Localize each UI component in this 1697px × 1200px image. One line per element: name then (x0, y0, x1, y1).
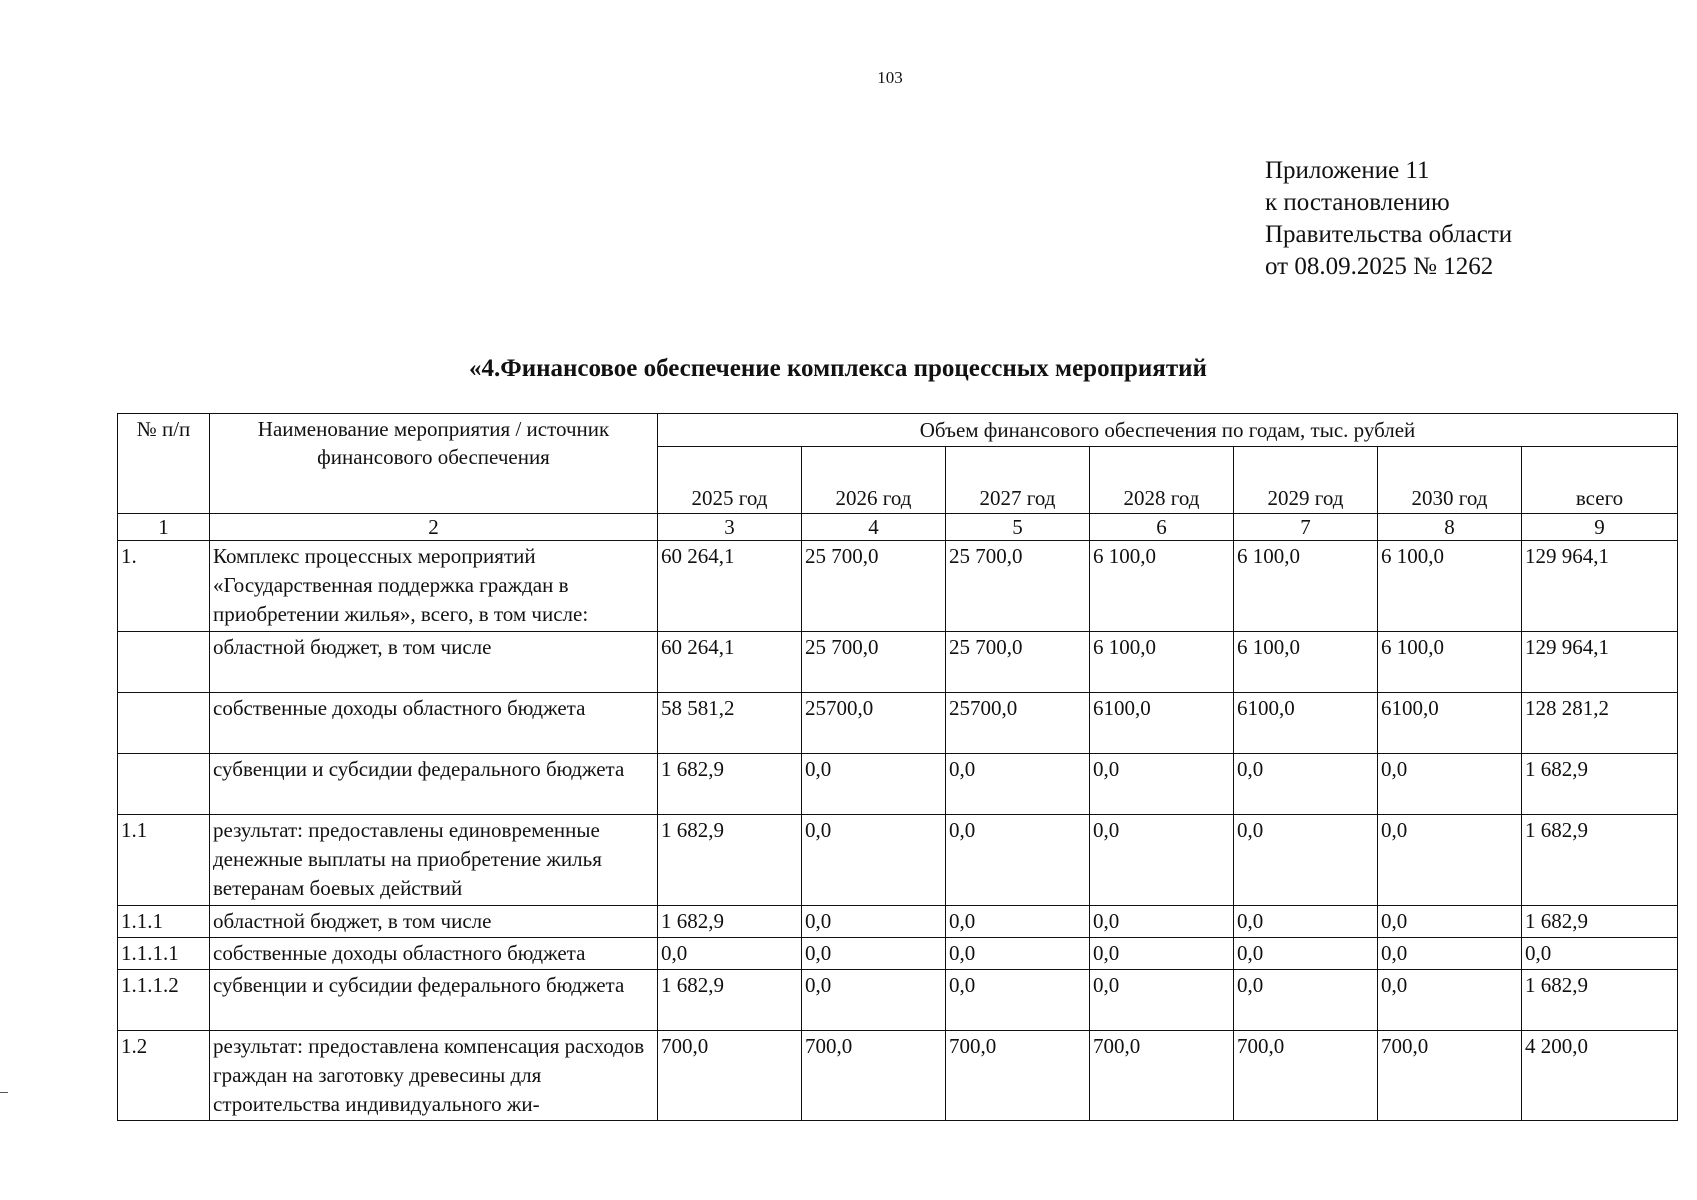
row-year-value: 0,0 (802, 938, 946, 970)
row-year-value: 25 700,0 (802, 541, 946, 632)
row-index: 1.1.1.2 (118, 970, 210, 1031)
row-year-value: 58 581,2 (658, 693, 802, 754)
row-year-value: 700,0 (1090, 1031, 1234, 1121)
row-index (118, 693, 210, 754)
table-row (118, 693, 1678, 754)
row-name: областной бюджет, в том числе (210, 632, 658, 693)
row-total-value: 128 281,2 (1522, 693, 1678, 754)
column-number: 1 (118, 514, 210, 541)
row-year-value: 0,0 (1234, 815, 1378, 906)
row-total-value: 1 682,9 (1522, 970, 1678, 1031)
row-year-value: 6100,0 (1234, 693, 1378, 754)
row-year-value: 0,0 (1090, 970, 1234, 1031)
header-year: 2029 год (1234, 447, 1378, 514)
row-year-value: 6 100,0 (1090, 541, 1234, 632)
row-year-value: 700,0 (658, 1031, 802, 1121)
row-year-value: 25 700,0 (946, 632, 1090, 693)
row-name: собственные доходы областного бюджета (210, 693, 658, 754)
row-year-value: 6 100,0 (1378, 632, 1522, 693)
header-year: 2026 год (802, 447, 946, 514)
row-year-value: 0,0 (1234, 938, 1378, 970)
row-year-value: 25700,0 (802, 693, 946, 754)
row-name: результат: предоставлена компенсация расходов граждан на заготовку древесины для строительства индивидуального жи- (210, 1031, 658, 1121)
header-total: всего (1522, 447, 1678, 514)
table-row (118, 1031, 1678, 1121)
row-total-value: 0,0 (1522, 938, 1678, 970)
row-total-value: 1 682,9 (1522, 754, 1678, 815)
row-year-value: 0,0 (802, 970, 946, 1031)
header-number: № п/п (118, 414, 210, 514)
row-index: 1.2 (118, 1031, 210, 1121)
column-number: 9 (1522, 514, 1678, 541)
row-total-value: 1 682,9 (1522, 906, 1678, 938)
row-year-value: 6100,0 (1090, 693, 1234, 754)
row-year-value: 1 682,9 (658, 815, 802, 906)
column-number: 2 (210, 514, 658, 541)
row-year-value: 0,0 (1090, 754, 1234, 815)
margin-mark (0, 1092, 8, 1093)
row-index: 1.1 (118, 815, 210, 906)
header-year: 2028 год (1090, 447, 1234, 514)
row-year-value: 1 682,9 (658, 970, 802, 1031)
header-name: Наименование мероприятия / источник финансового обеспечения (210, 414, 658, 514)
row-year-value: 0,0 (1378, 970, 1522, 1031)
column-number-row (118, 514, 1678, 541)
header-year: 2027 год (946, 447, 1090, 514)
row-year-value: 0,0 (1378, 815, 1522, 906)
row-year-value: 1 682,9 (658, 754, 802, 815)
page-number: 103 (877, 68, 903, 87)
table-row (118, 970, 1678, 1031)
appendix-line: Приложение 11 (1265, 157, 1430, 184)
row-year-value: 0,0 (946, 970, 1090, 1031)
table-row (118, 906, 1678, 938)
row-year-value: 6 100,0 (1378, 541, 1522, 632)
row-name: областной бюджет, в том числе (210, 906, 658, 938)
row-index (118, 754, 210, 815)
row-index: 1.1.1 (118, 906, 210, 938)
row-year-value: 700,0 (802, 1031, 946, 1121)
row-year-value: 6 100,0 (1234, 632, 1378, 693)
row-year-value: 0,0 (1234, 754, 1378, 815)
row-year-value: 6100,0 (1378, 693, 1522, 754)
row-year-value: 0,0 (946, 938, 1090, 970)
row-year-value: 60 264,1 (658, 541, 802, 632)
row-name: результат: предоставлены единовременные денежные выплаты на приобретение жилья ветеранам боевых действий (210, 815, 658, 906)
row-total-value: 4 200,0 (1522, 1031, 1678, 1121)
row-total-value: 1 682,9 (1522, 815, 1678, 906)
appendix-block (1265, 155, 1512, 283)
row-index: 1.1.1.1 (118, 938, 210, 970)
appendix-line: Правительства области (1265, 221, 1513, 248)
column-number: 6 (1090, 514, 1234, 541)
table-row (118, 754, 1678, 815)
column-number: 3 (658, 514, 802, 541)
row-year-value: 0,0 (802, 906, 946, 938)
appendix-line: к постановлению (1265, 189, 1450, 216)
header-year: 2030 год (1378, 447, 1522, 514)
table-row (118, 938, 1678, 970)
table-row (118, 632, 1678, 693)
row-index (118, 632, 210, 693)
row-name: собственные доходы областного бюджета (210, 938, 658, 970)
row-name: субвенции и субсидии федерального бюджета (210, 754, 658, 815)
document-title: «4.Финансовое обеспечение комплекса процессных мероприятий (469, 355, 1207, 382)
row-name: субвенции и субсидии федерального бюджета (210, 970, 658, 1031)
row-index: 1. (118, 541, 210, 632)
row-year-value: 0,0 (1234, 970, 1378, 1031)
row-year-value: 0,0 (658, 938, 802, 970)
row-year-value: 0,0 (1090, 815, 1234, 906)
row-year-value: 0,0 (1378, 938, 1522, 970)
row-year-value: 6 100,0 (1090, 632, 1234, 693)
header-year: 2025 год (658, 447, 802, 514)
row-year-value: 0,0 (1090, 938, 1234, 970)
financing-table (117, 413, 1678, 1121)
column-number: 8 (1378, 514, 1522, 541)
table-row (118, 815, 1678, 906)
appendix-line: от 08.09.2025 № 1262 (1265, 253, 1494, 280)
row-year-value: 700,0 (1234, 1031, 1378, 1121)
row-name: Комплекс процессных мероприятий «Государственная поддержка граждан в приобретении жилья», всего, в том числе: (210, 541, 658, 632)
row-year-value: 0,0 (1378, 906, 1522, 938)
table-row (118, 541, 1678, 632)
row-year-value: 60 264,1 (658, 632, 802, 693)
row-year-value: 1 682,9 (658, 906, 802, 938)
row-year-value: 25 700,0 (802, 632, 946, 693)
row-year-value: 0,0 (802, 815, 946, 906)
row-year-value: 0,0 (1234, 906, 1378, 938)
row-year-value: 0,0 (802, 754, 946, 815)
row-year-value: 0,0 (946, 754, 1090, 815)
row-year-value: 6 100,0 (1234, 541, 1378, 632)
header-volume-group: Объем финансового обеспечения по годам, тыс. рублей (658, 414, 1678, 447)
row-year-value: 0,0 (1378, 754, 1522, 815)
row-total-value: 129 964,1 (1522, 541, 1678, 632)
row-total-value: 129 964,1 (1522, 632, 1678, 693)
row-year-value: 25700,0 (946, 693, 1090, 754)
column-number: 4 (802, 514, 946, 541)
row-year-value: 0,0 (1090, 906, 1234, 938)
column-number: 7 (1234, 514, 1378, 541)
row-year-value: 700,0 (946, 1031, 1090, 1121)
row-year-value: 0,0 (946, 906, 1090, 938)
row-year-value: 25 700,0 (946, 541, 1090, 632)
row-year-value: 0,0 (946, 815, 1090, 906)
row-year-value: 700,0 (1378, 1031, 1522, 1121)
column-number: 5 (946, 514, 1090, 541)
